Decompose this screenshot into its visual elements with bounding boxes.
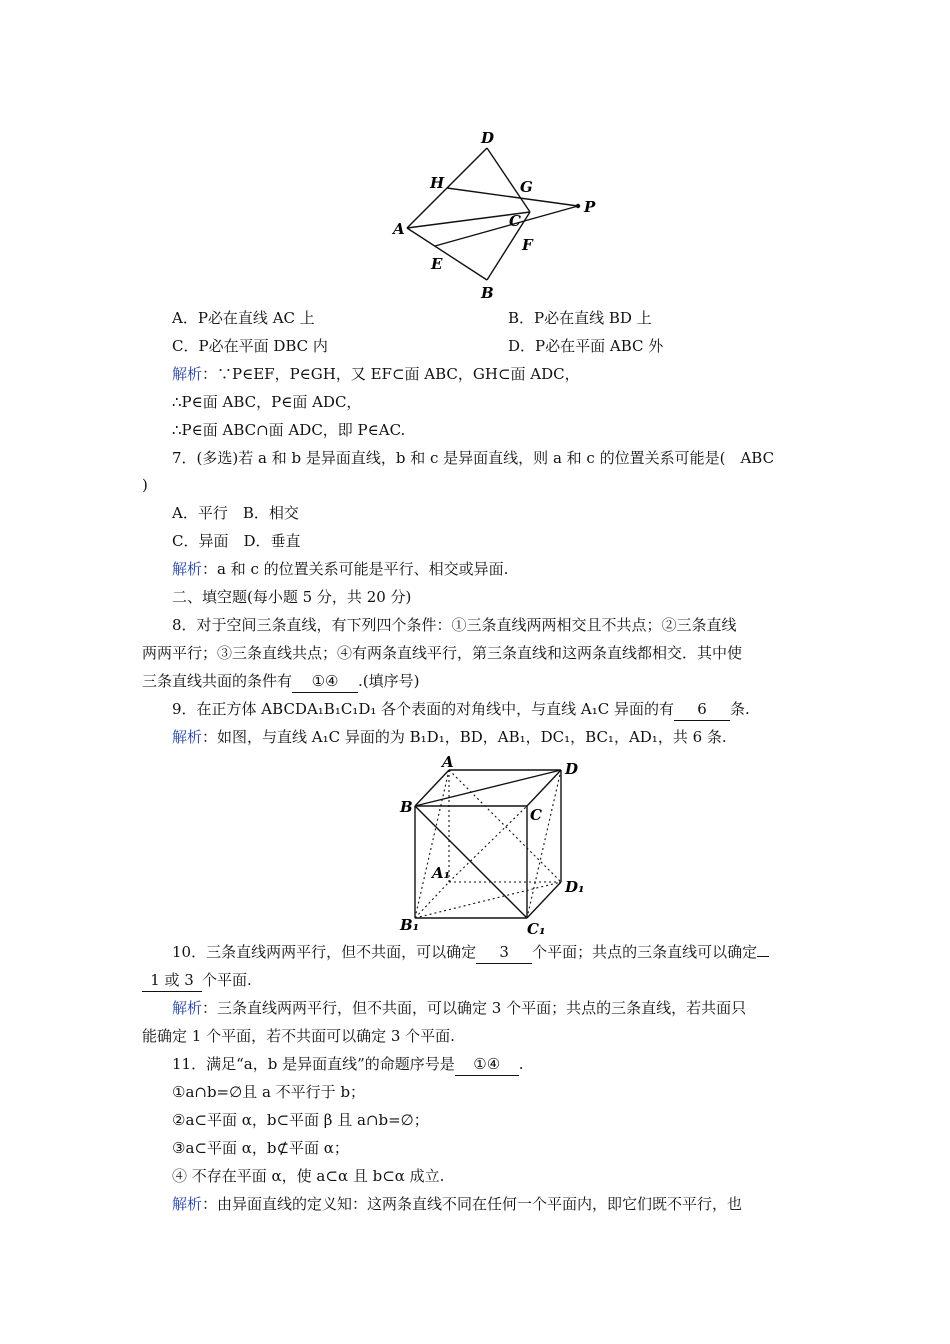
q10-answer-2: 1 或 3: [142, 969, 202, 992]
label-a: A: [393, 220, 405, 238]
label-b: B: [481, 284, 494, 302]
q11-text: 11．满足“a，b 是异面直线”的命题序号是: [172, 1055, 455, 1073]
q9-suffix: 条.: [730, 700, 750, 718]
q6-analysis-text: ：∵P∈EF，P∈GH，又 EF⊂面 ABC，GH⊂面 ADC，: [202, 365, 580, 383]
label-a: A: [442, 753, 454, 771]
q6-analysis-1: [172, 363, 580, 385]
q6-option-c: C．P必在平面 DBC 内: [172, 337, 328, 355]
q10-analysis-text: ：三条直线两两平行，但不共面，可以确定 3 个平面；共点的三条直线，若共面只: [202, 999, 747, 1017]
figure-cube: [390, 752, 590, 942]
q9-text: 9．在正方体 ABCDA₁B₁C₁D₁ 各个表面的对角线中，与直线 A₁C 异面的有: [172, 700, 674, 718]
label-c: C: [530, 806, 542, 824]
label-b: B: [400, 798, 413, 816]
q6-option-d: D．P必在平面 ABC 外: [508, 337, 664, 355]
label-g: G: [520, 178, 533, 196]
q11-analysis-text: ：由异面直线的定义知：这两条直线不同在任何一个平面内，即它们既不平行，也: [202, 1195, 743, 1213]
q7-options-ab: A．平行 B．相交: [172, 504, 299, 522]
diag-b1d1-hidden: [415, 882, 561, 918]
analysis-label: 解析: [172, 560, 203, 578]
diag-a1c-hidden: [449, 806, 527, 882]
q11-stem: [172, 1053, 524, 1076]
line-hp: [447, 188, 578, 206]
label-d: D: [481, 129, 495, 147]
point-p: [576, 204, 580, 208]
diag-ab1-hidden: [415, 770, 449, 918]
q10-analysis-1: [172, 997, 746, 1019]
edge-b1a1-hidden: [415, 882, 449, 918]
diag-dc1-hidden: [527, 770, 561, 918]
label-d1: D₁: [565, 878, 585, 896]
label-d: D: [565, 760, 579, 778]
q10-answer-blank: [757, 956, 769, 957]
q8-suffix: .(填序号): [358, 672, 420, 690]
q7-analysis-text: ：a 和 c 的位置关系可能是平行、相交或异面.: [202, 560, 509, 578]
analysis-label: 解析: [172, 1195, 203, 1213]
q8-text: 三条直线共面的条件有: [142, 672, 293, 690]
q10-analysis-2: 能确定 1 个平面，若不共面可以确定 3 个平面.: [142, 1027, 455, 1045]
q10-answer-1: 3: [476, 941, 532, 964]
edge-c1d1: [527, 882, 561, 918]
diag-bd: [415, 770, 561, 806]
q7-stem: 7．(多选)若 a 和 b 是异面直线，b 和 c 是异面直线，则 a 和 c 的位置关系可能是( ABC: [172, 449, 775, 467]
q11-condition-1: ①a∩b=∅且 a 不平行于 b；: [172, 1083, 366, 1101]
q8-answer: ①④: [292, 670, 358, 693]
q7-analysis: [172, 558, 508, 580]
analysis-label: 解析: [172, 999, 203, 1017]
q10-text-a: 10．三条直线两两平行，但不共面，可以确定: [172, 943, 477, 961]
q11-condition-3: ③a⊂平面 α，b⊄平面 α；: [172, 1139, 349, 1157]
analysis-label: 解析: [172, 365, 203, 383]
q7-options-cd: C．异面 D．垂直: [172, 532, 301, 550]
q6-option-a: A．P必在直线 AC 上: [172, 309, 315, 327]
q10-line-1: [172, 941, 769, 964]
q10-line-2: [142, 969, 252, 992]
label-a1: A₁: [432, 864, 451, 882]
q9-stem: [172, 698, 750, 721]
label-c1: C₁: [527, 920, 546, 938]
q6-option-b: B．P必在直线 BD 上: [508, 309, 652, 327]
section-heading: 二、填空题(每小题 5 分，共 20 分): [172, 588, 412, 606]
q10-text-b: 个平面；共点的三条直线可以确定: [532, 943, 758, 961]
label-b1: B₁: [400, 916, 420, 934]
q11-analysis: [172, 1193, 742, 1215]
q9-analysis: [172, 726, 727, 748]
q8-line-1: 8．对于空间三条直线，有下列四个条件：①三条直线两两相交且不共点；②三条直线: [172, 616, 737, 634]
q8-line-2: 两两平行；③三条直线共点；④有两条直线平行，第三条直线和这两条直线都相交．其中使: [142, 644, 743, 662]
q7-stem-close: ): [142, 476, 148, 494]
label-c: C: [509, 212, 521, 230]
q6-analysis-2: ∴P∈面 ABC，P∈面 ADC，: [172, 393, 362, 411]
q9-analysis-text: ：如图，与直线 A₁C 异面的为 B₁D₁，BD，AB₁，DC₁，BC₁，AD₁，共 6 条.: [202, 728, 727, 746]
q11-condition-4: ④ 不存在平面 α，使 a⊂α 且 b⊂α 成立.: [172, 1167, 445, 1185]
q11-condition-2: ②a⊂平面 α，b⊂平面 β 且 a∩b=∅；: [172, 1111, 429, 1129]
label-f: F: [522, 236, 533, 254]
q8-line-3: [142, 670, 420, 693]
label-h: H: [430, 174, 445, 192]
q6-analysis-3: ∴P∈面 ABC∩面 ADC，即 P∈AC.: [172, 421, 406, 439]
edge-ba: [415, 770, 449, 806]
q11-answer: ①④: [455, 1053, 519, 1076]
q9-answer: 6: [674, 698, 730, 721]
edge-cd: [527, 770, 561, 806]
figure-tetrahedron: [390, 128, 605, 306]
edge-ab: [407, 228, 487, 280]
q11-suffix: .: [518, 1055, 524, 1073]
q10-text-c: 个平面.: [202, 971, 252, 989]
label-e: E: [431, 255, 443, 273]
analysis-label: 解析: [172, 728, 203, 746]
label-p: P: [584, 198, 596, 216]
line-ep: [435, 206, 578, 246]
